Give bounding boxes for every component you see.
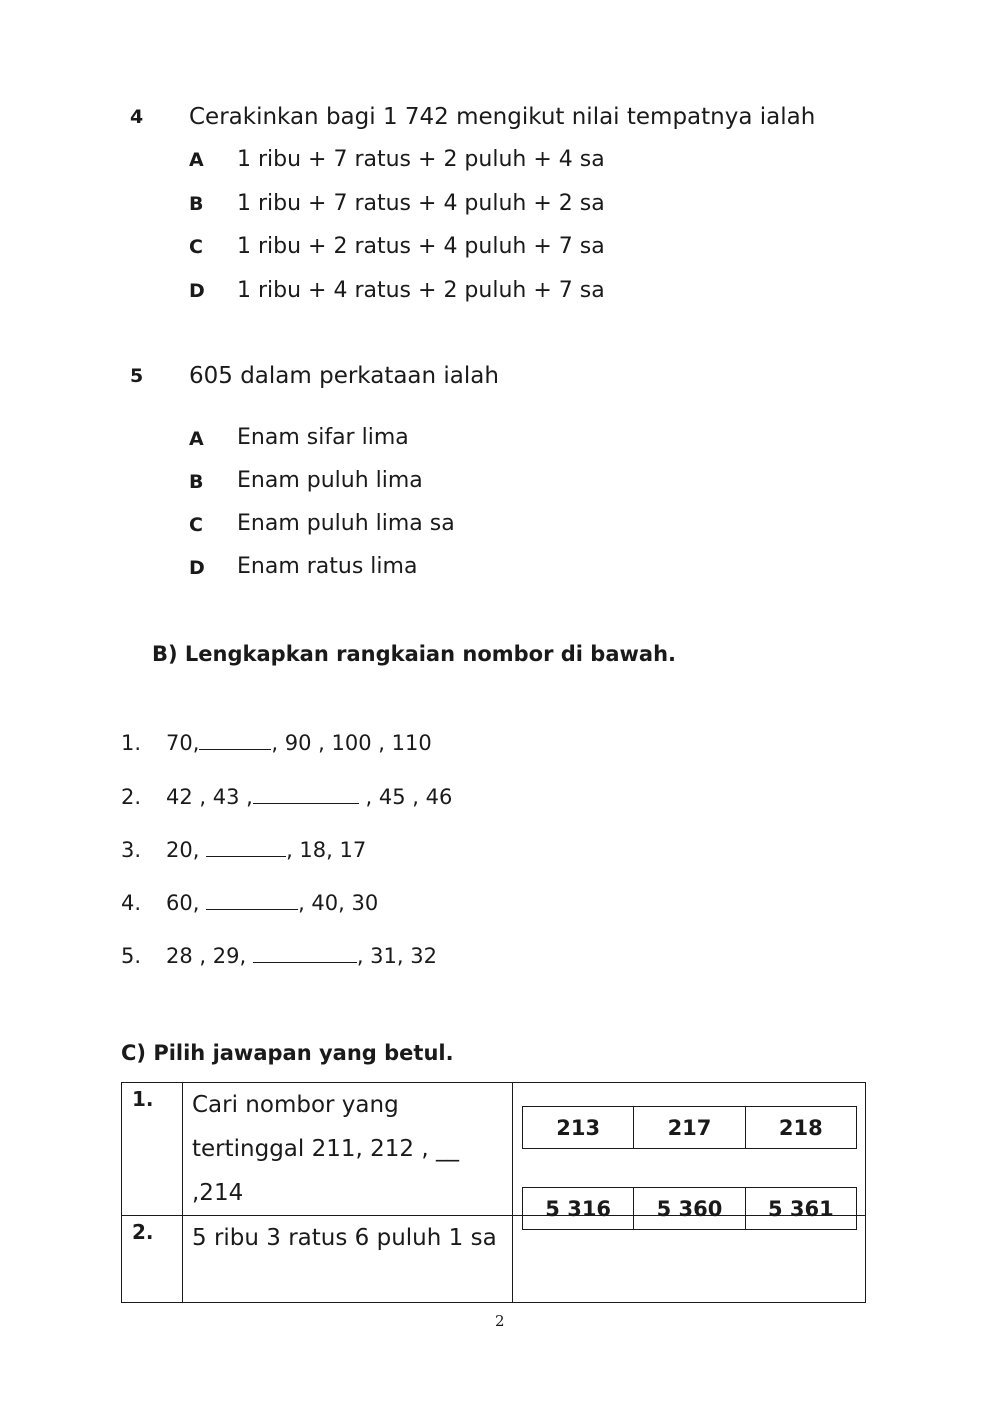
option-text[interactable]: 1 ribu + 7 ratus + 2 puluh + 4 sa <box>237 147 605 172</box>
page-number: 2 <box>495 1312 505 1330</box>
question-line: 5 ribu 3 ratus 6 puluh 1 sa <box>192 1225 497 1251</box>
option-text[interactable]: Enam ratus lima <box>237 554 418 579</box>
sequence-after: , 40, 30 <box>298 891 379 915</box>
choice-option[interactable]: 213 <box>523 1107 634 1149</box>
option-letter[interactable]: D <box>189 557 205 579</box>
sequence-after: , 90 , 100 , 110 <box>271 731 432 755</box>
option-letter[interactable]: A <box>189 149 204 171</box>
question-number: 5 <box>130 365 144 387</box>
sequence-item <box>166 944 437 968</box>
section-c-heading: C) Pilih jawapan yang betul. <box>121 1041 454 1065</box>
sequence-item <box>166 891 378 915</box>
option-text[interactable]: Enam puluh lima <box>237 468 423 493</box>
row-number: 1. <box>122 1083 183 1216</box>
question-stem: Cerakinkan bagi 1 742 mengikut nilai tempatnya ialah <box>189 104 816 130</box>
option-letter[interactable]: B <box>189 471 204 493</box>
row-question <box>183 1216 513 1303</box>
sequence-number: 4. <box>121 891 142 915</box>
sequence-after: , 18, 17 <box>286 838 367 862</box>
section-b-heading: B) Lengkapkan rangkaian nombor di bawah. <box>152 642 676 666</box>
option-text[interactable]: Enam sifar lima <box>237 425 409 450</box>
sequence-number: 2. <box>121 785 142 809</box>
answer-blank[interactable] <box>206 891 298 910</box>
option-letter[interactable]: B <box>189 193 204 215</box>
choice-option[interactable]: 5 316 <box>523 1188 634 1230</box>
sequence-number: 1. <box>121 731 142 755</box>
row-number: 2. <box>122 1216 183 1303</box>
sequence-number: 5. <box>121 944 142 968</box>
sequence-before: 60, <box>166 891 207 915</box>
option-letter[interactable]: D <box>189 280 205 302</box>
answer-blank[interactable] <box>253 944 357 963</box>
option-text[interactable]: 1 ribu + 7 ratus + 4 puluh + 2 sa <box>237 191 605 216</box>
question-number: 4 <box>130 106 144 128</box>
answer-blank[interactable] <box>206 838 286 857</box>
question-stem: 605 dalam perkataan ialah <box>189 363 499 389</box>
option-text[interactable]: 1 ribu + 4 ratus + 2 puluh + 7 sa <box>237 278 605 303</box>
sequence-item <box>166 838 366 862</box>
question-line: tertinggal 211, 212 , __ ,214 <box>192 1136 459 1206</box>
option-text[interactable]: Enam puluh lima sa <box>237 511 455 536</box>
sequence-before: 70, <box>166 731 200 755</box>
question-line: Cari nombor yang <box>192 1092 399 1118</box>
choice-option[interactable]: 218 <box>745 1107 856 1149</box>
sequence-after: , 45 , 46 <box>358 785 453 809</box>
row-question <box>183 1083 513 1216</box>
sequence-before: 28 , 29, <box>166 944 253 968</box>
sequence-item <box>166 731 432 755</box>
option-letter[interactable]: C <box>189 514 203 536</box>
option-letter[interactable]: A <box>189 428 204 450</box>
sequence-number: 3. <box>121 838 142 862</box>
sequence-before: 42 , 43 , <box>166 785 253 809</box>
choices-row-1 <box>522 1106 857 1149</box>
choice-option[interactable]: 5 361 <box>745 1188 856 1230</box>
answer-blank[interactable] <box>253 785 359 804</box>
option-text[interactable]: 1 ribu + 2 ratus + 4 puluh + 7 sa <box>237 234 605 259</box>
choices-row-2 <box>522 1187 857 1230</box>
sequence-before: 20, <box>166 838 207 862</box>
answer-blank[interactable] <box>199 731 271 750</box>
sequence-item <box>166 785 452 809</box>
choice-option[interactable]: 217 <box>634 1107 745 1149</box>
sequence-after: , 31, 32 <box>356 944 437 968</box>
choice-option[interactable]: 5 360 <box>634 1188 745 1230</box>
option-letter[interactable]: C <box>189 236 203 258</box>
